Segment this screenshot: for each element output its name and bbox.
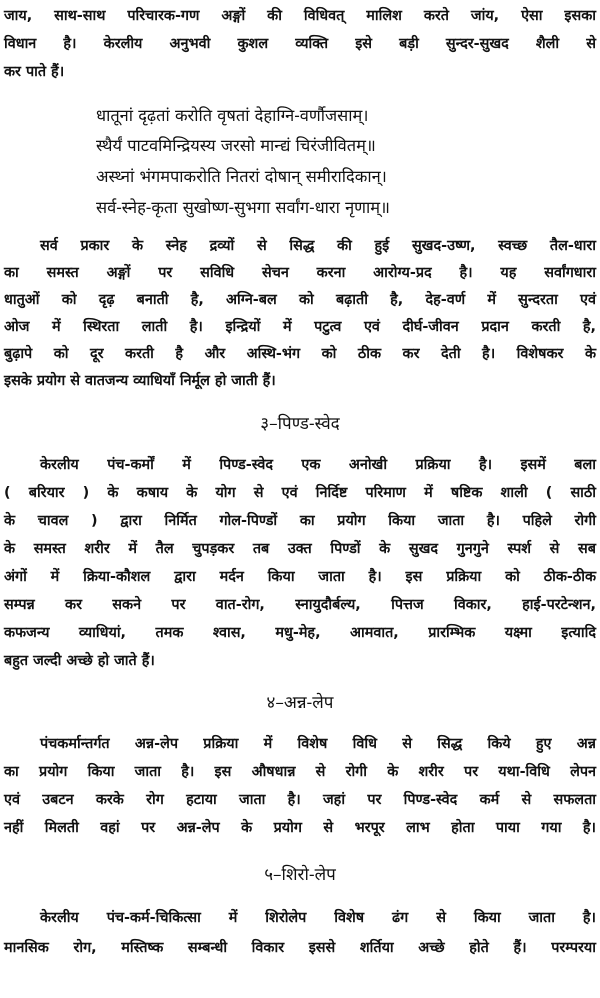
text-line: इसके प्रयोग से वातजन्य व्याधियाँ निर्मूल हो जाती हैं। [4,373,276,389]
section-heading-pinda-sveda: ३–पिण्ड-स्वेद [260,414,340,434]
text-line: ( बरियार ) के कषाय के योग से एवं निर्दिष्ट परिमाण में षष्टिक शाली ( साठी [4,485,596,501]
section-heading-shiro-lepa: ५–शिरो-लेप [264,865,336,885]
text-line: एवं उबटन करके रोग हटाया जाता है। जहां पर पिण्ड-स्वेद कर्म से सफलता [4,792,596,808]
text-line: के चावल ) द्वारा निर्मित गोल-पिण्डों का प्रयोग किया जाता है। पहिले रोगी [4,513,596,529]
text-line: का समस्त अङ्गों पर सविधि सेचन करना आरोग्य-प्रद है। यह सर्वांगधारा [4,265,596,281]
text-line: मानसिक रोग, मस्तिष्क सम्बन्धी विकार इससे शर्तिया अच्छे होते हैं। परम्परया [4,940,596,956]
text-line: विधान है। केरलीय अनुभवी कुशल व्यक्ति इसे बड़ी सुन्दर-सुखद शैली से [4,36,596,52]
text-line: जाय, साथ-साथ परिचारक-गण अङ्गों की विधिवत् मालिश करते जांय, ऐसा इसका [4,8,596,24]
text-line: केरलीय पंच-कर्मों में पिण्ड-स्वेद एक अनोखी प्रक्रिया है। इसमें बला [40,457,596,473]
text-line: का प्रयोग किया जाता है। इस औषधान्न से रोगी के शरीर पर यथा-विधि लेपन [4,764,596,780]
verse-line: धातूनां दृढ़तां करोति वृषतां देहाग्नि-वर्णौजसाम्। [96,106,369,125]
text-line: केरलीय पंच-कर्म-चिकित्सा में शिरोलेप विशेष ढंग से किया जाता है। [40,910,596,926]
section-heading-anna-lepa: ४–अन्न-लेप [266,693,334,713]
text-line: के समस्त शरीर में तैल चुपड़कर तब उक्त पिण्डों के सुखद गुनगुने स्पर्श से सब [4,541,596,557]
verse-line: सर्व-स्नेह-कृता सुखोष्ण-सुभगा सर्वांग-धारा नृणाम्॥ [96,198,390,217]
verse-line: स्थैर्यं पाटवमिन्द्रियस्य जरसो मान्द्यं चिरंजीवितम्॥ [96,136,376,155]
text-line: बुढ़ापे को दूर करती है और अस्थि-भंग को ठीक कर देती है। विशेषकर के [4,346,596,362]
text-line: ओज में स्थिरता लाती है। इन्द्रियों में पटुत्व एवं दीर्घ-जीवन प्रदान करती है, [4,319,596,335]
text-line: सर्व प्रकार के स्नेह द्रव्यों से सिद्ध की हुई सुखद-उष्ण, स्वच्छ तैल-धारा [40,238,596,254]
text-line: बहुत जल्दी अच्छे हो जाते हैं। [4,653,155,669]
text-line: कफजन्य व्याधियां, तमक श्वास, मधु-मेह, आमवात, प्रारम्भिक यक्ष्मा इत्यादि [4,625,596,641]
text-line: पंचकर्मान्तर्गत अन्न-लेप प्रक्रिया में विशेष विधि से सिद्ध किये हुए अन्न [40,736,596,752]
text-line: नहीं मिलती वहां पर अन्न-लेप के प्रयोग से भरपूर लाभ होता पाया गया है। [4,820,596,836]
text-line: कर पाते हैं। [4,64,65,80]
text-line: सम्पन्न कर सकने पर वात-रोग, स्नायुदौर्बल्य, पित्तज विकार, हाई-परटेन्शन, [4,597,596,613]
verse-line: अस्थ्नां भंगमपाकरोति नितरां दोषान् समीरादिकान्। [96,167,387,186]
text-line: धातुओं को दृढ़ बनाती है, अग्नि-बल को बढ़ाती है, देह-वर्ण में सुन्दरता एवं [4,292,596,308]
text-line: अंगों में क्रिया-कौशल द्वारा मर्दन किया जाता है। इस प्रक्रिया को ठीक-ठीक [4,569,596,585]
